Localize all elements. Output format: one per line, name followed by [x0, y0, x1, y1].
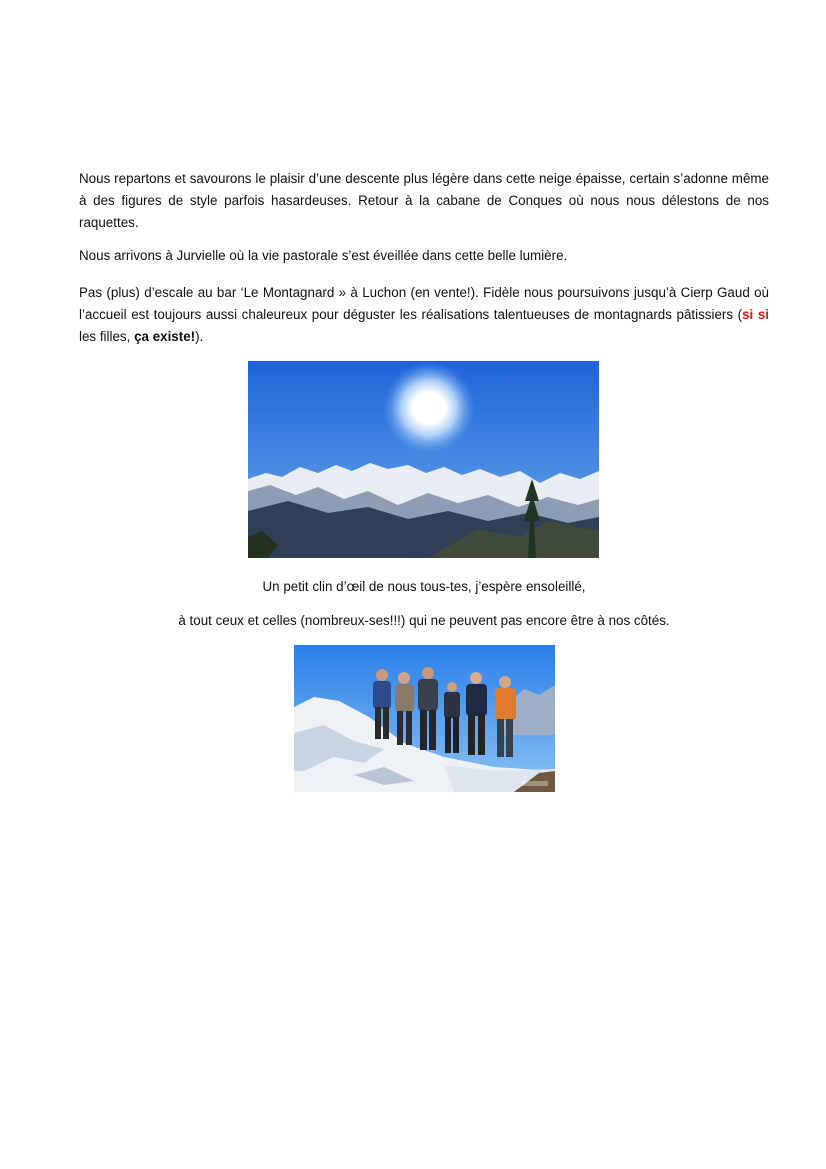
- caption-line-2: à tout ceux et celles (nombreux-ses!!!) qui ne peuvent pas encore être à nos côtés.: [178, 613, 670, 628]
- paragraph-descent: Nous repartons et savourons le plaisir d’une descente plus légère dans cette neige épaisse, certain s’adonne même à des figures de style parfois hasardeuses. Retour à la cabane de Conques où nous nous délestons de nos raquettes.: [79, 171, 769, 230]
- emphasis-red-text: si si: [742, 307, 769, 322]
- paragraph-luchon-text: Pas (plus) d’escale au bar ‘Le Montagnard » à Luchon (en vente!). Fidèle nous poursuivons jusqu’à Cierp Gaud où l’accueil est toujours aussi chaleureux pour déguster les réalisations talentueuses de montagnards pâtissiers (: [79, 285, 769, 322]
- paragraph-luchon-middle: les filles,: [79, 329, 135, 344]
- paragraph-luchon-end: ).: [195, 329, 204, 344]
- paragraph-jurvielle: Nous arrivons à Jurvielle où la vie pastorale s’est éveillée dans cette belle lumière.: [79, 248, 568, 263]
- photo-sun-mountains: [248, 361, 599, 558]
- paragraph-luchon: [79, 282, 769, 348]
- photo-group-hikers: [294, 645, 555, 792]
- emphasis-bold-text: ça existe!: [134, 329, 196, 344]
- caption-line-1: Un petit clin d’œil de nous tous-tes, j’espère ensoleillé,: [262, 579, 586, 594]
